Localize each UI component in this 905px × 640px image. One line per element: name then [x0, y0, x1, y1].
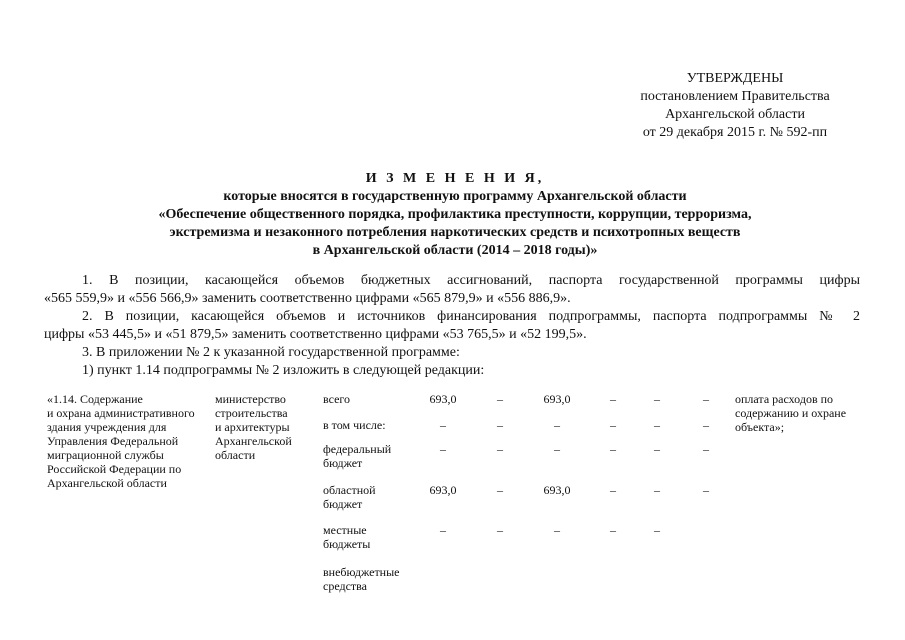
funding-source-line: бюджет: [323, 456, 363, 470]
funding-value: –: [703, 392, 709, 406]
measure-line: Российской Федерации по: [47, 462, 182, 476]
funding-source-line: всего: [323, 392, 351, 406]
approval-line: Архангельской области: [665, 107, 805, 122]
funding-value: –: [554, 442, 560, 456]
funding-value: –: [497, 442, 503, 456]
funding-source: [323, 418, 386, 432]
funding-value: –: [554, 418, 560, 432]
funding-source: [323, 442, 391, 470]
funding-source-line: в том числе:: [323, 418, 386, 432]
approval-date: от 29 декабря 2015 г. № 592-пп: [642, 125, 828, 140]
funding-source: [323, 392, 350, 406]
funding-value: –: [554, 523, 560, 537]
funding-value: –: [703, 442, 709, 456]
measure-cell: [47, 392, 217, 490]
funding-source-line: областной: [323, 483, 376, 497]
executor-line: и архитектуры: [215, 420, 290, 434]
funding-value: –: [610, 418, 616, 432]
measure-line: Архангельской области: [47, 476, 167, 490]
funding-value: –: [610, 483, 616, 497]
paragraph-line: 3. В приложении № 2 к указанной государственной программе:: [82, 345, 460, 360]
paragraph-line: 1. В позиции, касающейся объемов бюджетных ассигнований, паспорта государственной программы цифры: [82, 273, 860, 288]
measure-line: миграционной службы: [47, 448, 164, 462]
executor-line: строительства: [215, 406, 288, 420]
funding-value: –: [610, 392, 616, 406]
paragraph-line: 1) пункт 1.14 подпрограммы № 2 изложить в следующей редакции:: [82, 363, 485, 378]
funding-value: –: [654, 483, 660, 497]
funding-value: –: [440, 418, 446, 432]
funding-value: 693,0: [429, 483, 457, 497]
funding-value: 693,0: [429, 392, 457, 406]
measure-line: «1.14. Содержание: [47, 392, 143, 406]
funding-value: –: [654, 523, 660, 537]
executor-line: министерство: [215, 392, 286, 406]
funding-source-line: средства: [323, 579, 368, 593]
funding-source-line: бюджеты: [323, 537, 371, 551]
funding-value: –: [497, 523, 503, 537]
funding-value: –: [497, 483, 503, 497]
funding-value: –: [654, 418, 660, 432]
executor-cell: [215, 392, 315, 462]
funding-source-line: местные: [323, 523, 367, 537]
funding-value: –: [654, 442, 660, 456]
funding-value: –: [703, 483, 709, 497]
funding-value: –: [610, 523, 616, 537]
result-line: содержанию и охране: [735, 406, 847, 420]
funding-value: –: [440, 523, 446, 537]
funding-source-line: бюджет: [323, 497, 363, 511]
executor-line: области: [215, 448, 256, 462]
measure-line: и охрана административного: [47, 406, 195, 420]
document-title: И З М Е Н Е Н И Я,: [365, 171, 545, 186]
measure-line: здания учреждения для: [47, 420, 167, 434]
approval-title: УТВЕРЖДЕНЫ: [686, 71, 784, 86]
funding-value: –: [610, 442, 616, 456]
funding-value: –: [497, 392, 503, 406]
paragraph-line: 2. В позиции, касающейся объемов и источников финансирования подпрограммы, паспорта подпрограммы № 2: [82, 309, 860, 324]
funding-source: [323, 483, 376, 511]
heading-line: «Обеспечение общественного порядка, профилактика преступности, коррупции, терроризма,: [158, 207, 752, 222]
result-line: объекта»;: [735, 420, 785, 434]
funding-source-line: внебюджетные: [323, 565, 400, 579]
funding-value: 693,0: [543, 392, 571, 406]
funding-source-line: федеральный: [323, 442, 392, 456]
funding-value: 693,0: [543, 483, 571, 497]
measure-line: Управления Федеральной: [47, 434, 179, 448]
heading-line: экстремизма и незаконного потребления наркотических средств и психотропных веществ: [169, 225, 741, 240]
funding-value: –: [703, 418, 709, 432]
funding-source: [323, 523, 370, 551]
paragraph-line: цифры «53 445,5» и «51 879,5» заменить соответственно цифрами «53 765,5» и «52 199,5».: [44, 327, 587, 342]
funding-value: –: [440, 442, 446, 456]
result-line: оплата расходов по: [735, 392, 834, 406]
funding-source: [323, 565, 400, 593]
approval-line: постановлением Правительства: [640, 89, 830, 104]
funding-value: –: [497, 418, 503, 432]
heading-line: которые вносятся в государственную программу Архангельской области: [223, 189, 687, 204]
funding-value: –: [654, 392, 660, 406]
executor-line: Архангельской: [215, 434, 292, 448]
paragraph-line: «565 559,9» и «556 566,9» заменить соответственно цифрами «565 879,9» и «556 886,9».: [44, 291, 571, 306]
result-cell: [735, 392, 865, 434]
heading-line: в Архангельской области (2014 – 2018 годы)»: [312, 243, 598, 258]
